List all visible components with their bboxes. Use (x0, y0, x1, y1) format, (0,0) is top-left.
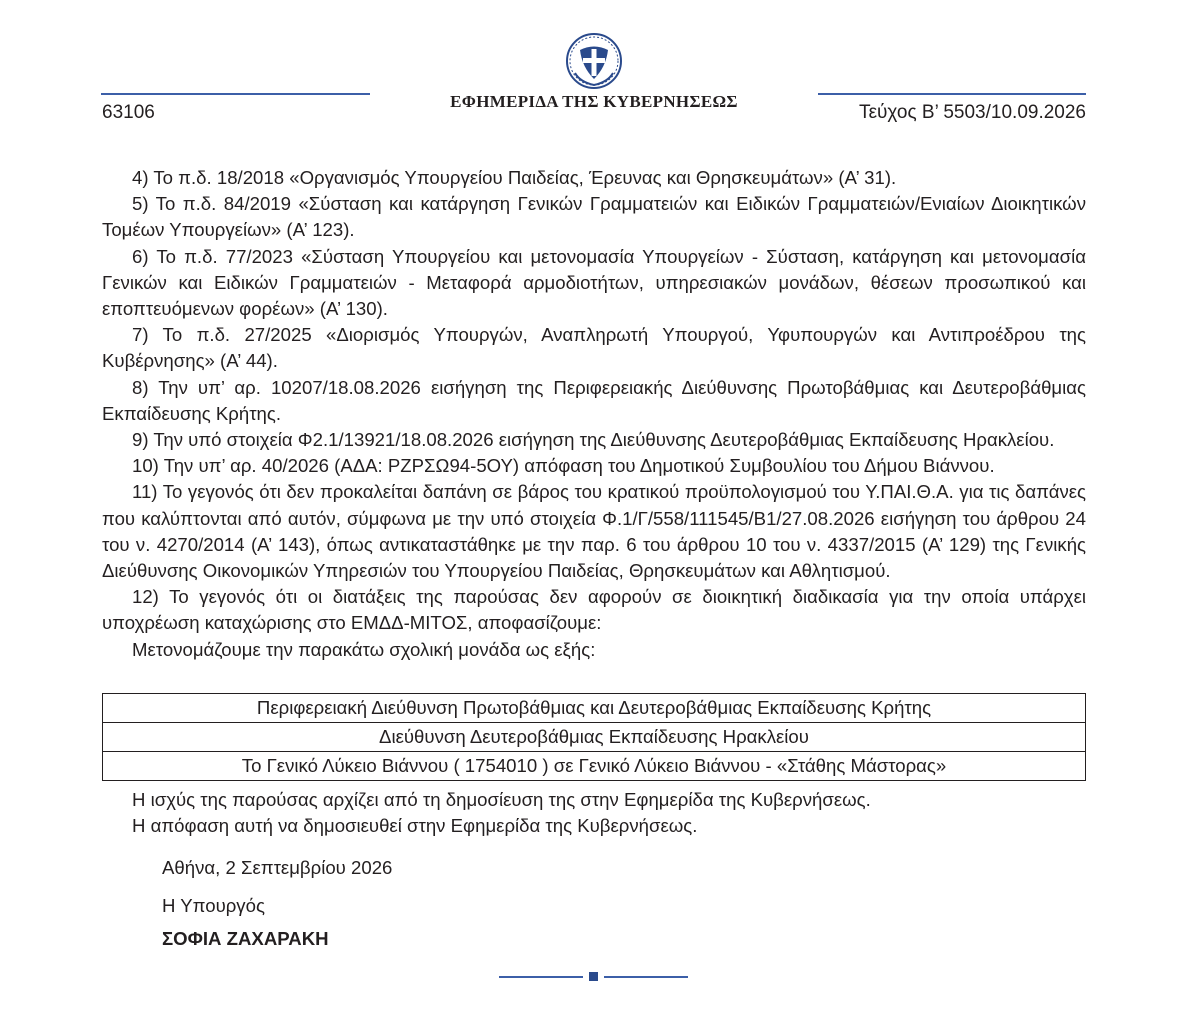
page-number: 63106 (102, 102, 155, 123)
paragraph-11: 11) Το γεγονός ότι δεν προκαλείται δαπάνη σε βάρος του κρατικού προϋπολογισμού του Υ.ΠΑΙ.Θ.Α. για τις δαπάνες που καλύπτονται από αυτόν, σύμφωνα με την υπό στοιχεία Φ.1/Γ/558/111545/Β1/27.08.2026 εισήγηση του άρθρου 24 του ν. 4270/2014 (Α’ 143), όπως αντικαταστάθηκε με την παρ. 6 του άρθρου 10 του ν. 4337/2015 (Α’ 129) της Γενικής Διεύθυνσης Οικονομικών Υπηρεσιών του Υπουργείου Παιδείας, Θρησκευμάτων και Αθλητισμού. (102, 481, 1086, 582)
effective-date-paragraph: Η ισχύς της παρούσας αρχίζει από τη δημοσίευση της στην Εφημερίδα της Κυβερνήσεως. (132, 789, 871, 810)
decision-body (102, 165, 1086, 663)
paragraph-8: 8) Την υπ’ αρ. 10207/18.08.2026 εισήγηση της Περιφερειακής Διεύθυνσης Πρωτοβάθμιας και Δευτεροβάθμιας Εκπαίδευσης Κρήτης. (102, 376, 1086, 424)
paragraph-10: 10) Την υπ’ αρ. 40/2026 (ΑΔΑ: ΡΖΡΣΩ94-5ΟΥ) απόφαση του Δημοτικού Συμβουλίου του Δήμου Βιάννου. (132, 455, 995, 477)
publication-paragraph: Η απόφαση αυτή να δημοσιευθεί στην Εφημερίδα της Κυβερνήσεως. (132, 815, 698, 837)
paragraph-6: 6) Το π.δ. 77/2023 «Σύσταση Υπουργείου και μετονομασία Υπουργείων - Σύσταση, κατάργηση και μετονομασία Γενικών και Ειδικών Γραμματειών - Μεταφορά αρμοδιοτήτων, υπηρεσιακών μονάδων, θέσεων προσωπικού και εποπτευόμενων φορέων» (Α’ 130). (102, 245, 1086, 320)
place-date: Αθήνα, 2 Σεπτεμβρίου 2026 (162, 857, 393, 878)
signatory-role: Η Υπουργός (162, 895, 265, 916)
issue-reference: Τεύχος Β’ 5503/10.09.2026 (859, 102, 1086, 123)
signatory-name: ΣΟΦΙΑ ΖΑΧΑΡΑΚΗ (162, 928, 329, 949)
end-rule-right (604, 976, 688, 978)
paragraph-12: 12) Το γεγονός ότι οι διατάξεις της παρούσας δεν αφορούν σε διοικητική διαδικασία για την οποία υπάρχει υποχρέωση καταχώρισης στο ΕΜΔΔ-ΜΙΤΟΣ, αποφασίζουμε: (102, 586, 1086, 634)
school-rename-table (102, 693, 1086, 781)
table-row (103, 694, 1086, 723)
paragraph-4: 4) Το π.δ. 18/2018 «Οργανισμός Υπουργείου Παιδείας, Έρευνας και Θρησκευμάτων» (Α’ 31). (132, 167, 897, 188)
table-row (103, 752, 1086, 781)
header-rule-left (101, 93, 370, 95)
paragraph-9: 9) Την υπό στοιχεία Φ2.1/13921/18.08.2026 εισήγηση της Διεύθυνσης Δευτεροβάθμιας Εκπαίδευσης Ηρακλείου. (132, 429, 1055, 451)
table-cell-directorate: Διεύθυνση Δευτεροβάθμιας Εκπαίδευσης Ηρακλείου (103, 723, 1086, 752)
gazette-title: ΕΦΗΜΕΡΙΔΑ ΤΗΣ ΚΥΒΕΡΝΗΣΕΩΣ (450, 92, 738, 111)
paragraph-7: 7) Το π.δ. 27/2025 «Διορισμός Υπουργών, Αναπληρωτή Υπουργού, Υφυπουργών και Αντιπροέδρου της Κυβέρνησης» (Α’ 44). (102, 324, 1086, 372)
end-mark-square (589, 972, 598, 981)
paragraph-5: 5) Το π.δ. 84/2019 «Σύσταση και κατάργηση Γενικών Γραμματειών και Ειδικών Γραμματειών/Ενιαίων Διοικητικών Τομέων Υπουργείων» (Α’ 123). (102, 193, 1086, 241)
table-cell-school-rename: Το Γενικό Λύκειο Βιάννου ( 1754010 ) σε Γενικό Λύκειο Βιάννου - «Στάθης Μάστορας» (103, 752, 1086, 781)
rename-intro: Μετονομάζουμε την παρακάτω σχολική μονάδα ως εξής: (132, 638, 596, 660)
header-rule-right (818, 93, 1086, 95)
end-rule-left (499, 976, 583, 978)
table-cell-regional-directorate: Περιφερειακή Διεύθυνση Πρωτοβάθμιας και Δευτεροβάθμιας Εκπαίδευσης Κρήτης (103, 694, 1086, 723)
greek-coat-of-arms-icon (566, 33, 622, 89)
closing-text (102, 787, 1086, 839)
table-row (103, 723, 1086, 752)
